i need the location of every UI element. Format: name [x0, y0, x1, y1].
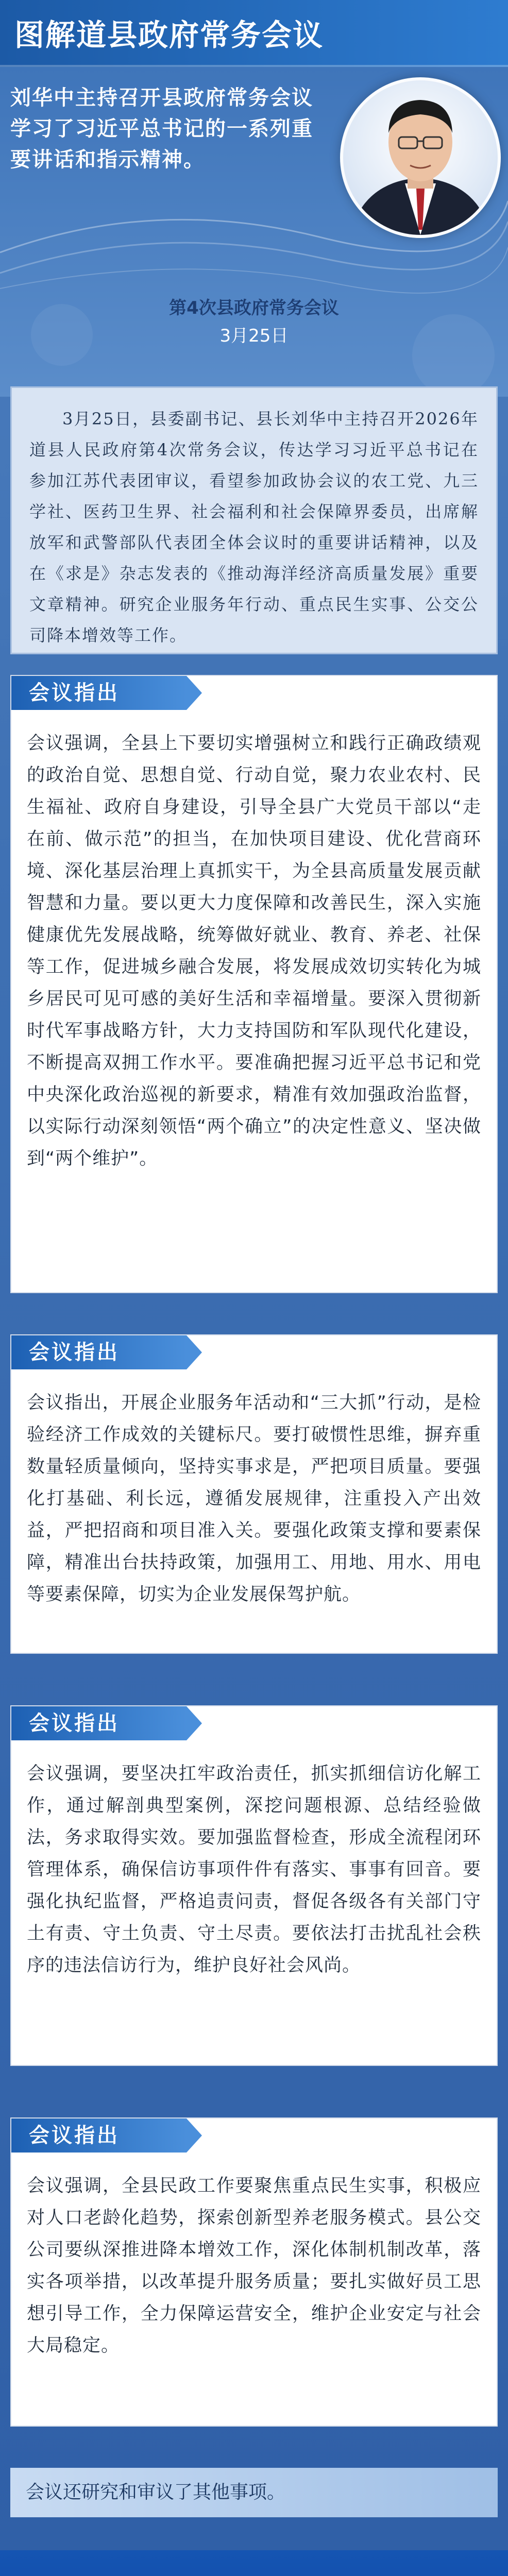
- section-3: [10, 1705, 498, 2066]
- meeting-date: 3月25日: [219, 326, 289, 346]
- section-tag: 会议指出: [11, 1335, 187, 1369]
- intro-summary-box: 3月25日，县委副书记、县长刘华中主持召开2026年道县人民政府第4次常务会议，传达学习习近平总书记在参加江苏代表团审议，看望参加政协会议的农工党、九三学社、医药卫生界、社会福利和社会保障界委员，出席解放军和武警部队代表团全体会议时的重要讲话精神，以及在《求是》杂志发表的《推动海洋经济高质量发展》重要文章精神。研究企业服务年行动、重点民生实事、公交公司降本增效等工作。: [10, 386, 498, 654]
- person-icon: [343, 80, 498, 235]
- section-body: 会议强调，要坚决扛牢政治责任，抓实抓细信访化解工作，通过解剖典型案例，深挖问题根源、总结经验做法，务求取得实效。要加强监督检查，形成全流程闭环管理体系，确保信访事项件件有落实、事事有回音。要强化执纪监督，严格追责问责，督促各级各有关部门守土有责、守土负责、守土尽责。要依法打击扰乱社会秩序的违法信访行为，维护良好社会风尚。: [27, 1764, 481, 1976]
- portrait-avatar: [340, 77, 501, 238]
- section-body: 会议指出，开展企业服务年活动和“三大抓”行动，是检验经济工作成效的关键标尺。要打破惯性思维，摒弃重数量轻质量倾向，坚持实事求是，严把项目质量。要强化打基础、利长远，遵循发展规律，注重投入产出效益，严把招商和项目准入关。要强化政策支撑和要素保障，精准出台扶持政策，加强用工、用地、用水、用电等要素保障，切实为企业发展保驾护航。: [27, 1393, 481, 1605]
- section-1: [10, 675, 498, 1293]
- meeting-title: 第4次县政府常务会议: [169, 298, 339, 318]
- closing-note: 会议还研究和审议了其他事项。: [10, 2468, 498, 2517]
- section-body: 会议强调，全县民政工作要聚焦重点民生实事，积极应对人口老龄化趋势，探索创新型养老服务模式。县公交公司要纵深推进降本增效工作，深化体制机制改革，落实各项举措，以改革提升服务质量；要扎实做好员工思想引导工作，全力保障运营安全，维护企业安定与社会大局稳定。: [27, 2176, 481, 2356]
- header-bar: [0, 0, 508, 67]
- footer: [0, 2550, 508, 2576]
- page-title: 图解道县政府常务会议: [14, 18, 324, 53]
- section-tag: 会议指出: [11, 676, 187, 710]
- section-2: [10, 1334, 498, 1654]
- section-tag: 会议指出: [11, 1706, 187, 1740]
- hero-summary: 刘华中主持召开县政府常务会议 学习了习近平总书记的一系列重要讲话和指示精神。: [10, 86, 313, 172]
- section-4: [10, 2117, 498, 2427]
- section-tag: 会议指出: [11, 2119, 187, 2153]
- section-body: 会议强调，全县上下要切实增强树立和践行正确政绩观的政治自觉、思想自觉、行动自觉，聚力农业农村、民生福祉、政府自身建设，引导全县广大党员干部以“走在前、做示范”的担当，在加快项目建设、优化营商环境、深化基层治理上真抓实干，为全县高质量发展贡献智慧和力量。要以更大力度保障和改善民生，深入实施健康优先发展战略，统筹做好就业、教育、养老、社保等工作，促进城乡融合发展，将发展成效切实转化为城乡居民可见可感的美好生活和幸福增量。要深入贯彻新时代军事战略方针，大力支持国防和军队现代化建设，不断提高双拥工作水平。要准确把握习近平总书记和党中央深化政治巡视的新要求，精准有效加强政治监督，以实际行动深刻领悟“两个确立”的决定性意义、坚决做到“两个维护”。: [27, 733, 481, 1169]
- hero-banner: [0, 67, 508, 397]
